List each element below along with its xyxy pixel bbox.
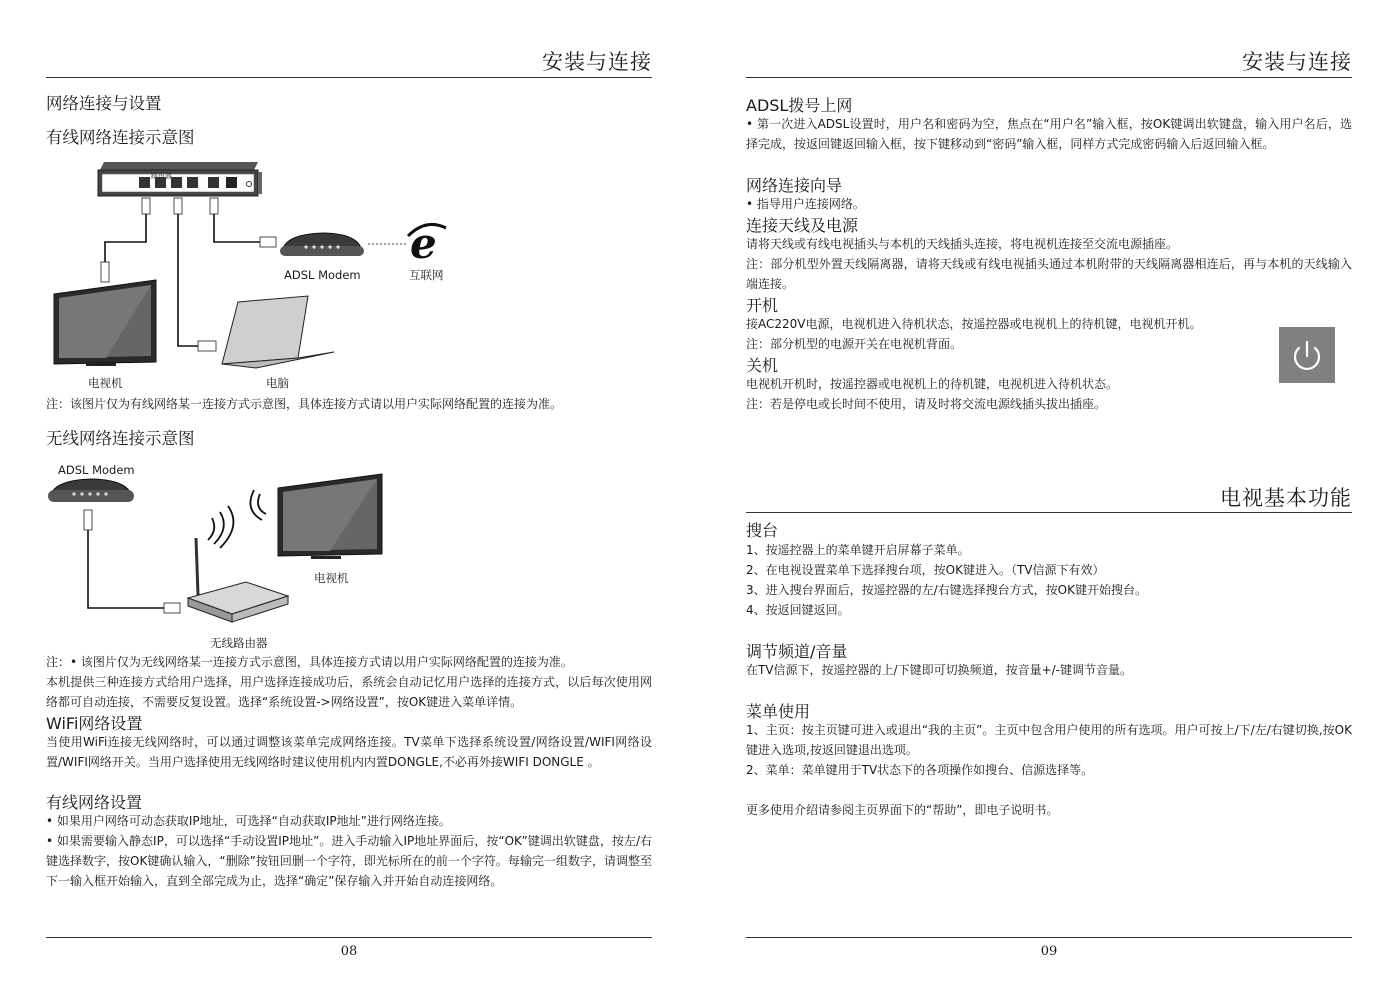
menu-item-1: 1、主页：按主页键可进入或退出“我的主页”。主页中包含用户使用的所有选项。用户可按上/下/左/右键切换,按OK键进入选项,按返回键退出选项。 (746, 723, 1352, 757)
tv-icon (278, 474, 382, 559)
connection-intro-text: 本机提供三种连接方式给用户选择，用户选择连接成功后，系统会自动记忆用户选择的连接方式，以后每次使用网络都可自动连接，不需要反复设置。选择“系统设置->网络设置”，按OK键进入菜单详情。 (46, 675, 652, 709)
channel-title: 调节频道/音量 (746, 642, 848, 661)
search-step-2: 2、在电视设置菜单下选择搜台项，按OK键进入。（TV信源下有效） (746, 563, 1105, 577)
right-header-title: 安装与连接 (1242, 50, 1352, 74)
menu-item-2: 2、菜单：菜单键用于TV状态下的各项操作如搜台、信源选择等。 (746, 763, 1094, 777)
more-info-text: 更多使用介绍请参阅主页界面下的“帮助”，即电子说明书。 (746, 803, 1059, 817)
power-on-note: 注：部分机型的电源开关在电视机背面。 (746, 337, 963, 351)
adsl-modem-icon (280, 233, 364, 256)
wifi-settings-text: 当使用WiFi连接无线网络时，可以通过调整该菜单完成网络连接。TV菜单下选择系统设置/网络设置/WIFI网络设置/WIFI网络开关。当用户选择使用无线网络时建议使用机内内置DONGLE,不必再外接WIFI DONGLE 。 (46, 735, 652, 769)
router-icon (98, 162, 262, 196)
laptop-icon (222, 296, 334, 368)
functions-header-title: 电视基本功能 (1220, 486, 1352, 510)
section-title-network: 网络连接与设置 (46, 94, 162, 113)
wired-settings-title: 有线网络设置 (46, 793, 143, 812)
functions-header-rule (746, 512, 1352, 513)
right-footer-rule (746, 937, 1352, 938)
wired-network-diagram (46, 158, 456, 388)
wireless-router-icon (188, 538, 288, 622)
svg-text:e: e (410, 219, 437, 268)
antenna-text: 请将天线或有线电视插头与本机的天线插头连接，将电视机连接至交流电源插座。 (746, 237, 1179, 251)
left-footer-rule (46, 937, 652, 938)
antenna-note: 注：部分机型外置天线隔离器，请将天线或有线电视插头通过本机附带的天线隔离器相连后，再与本机的天线输入端连接。 (746, 257, 1352, 291)
wireless-modem-label: ADSL Modem (58, 463, 135, 477)
wired-diagram-note: 注：该图片仅为有线网络某一连接方式示意图，具体连接方式请以用户实际网络配置的连接为准。 (46, 397, 563, 411)
wired-modem-label: ADSL Modem (284, 268, 361, 282)
wizard-title: 网络连接向导 (746, 176, 843, 195)
wireless-tv-label: 电视机 (314, 571, 349, 585)
search-step-4: 4、按返回键返回。 (746, 603, 850, 617)
power-off-text: 电视机开机时，按遥控器或电视机上的待机键，电视机进入待机状态。 (746, 377, 1119, 391)
power-off-note: 注：若是停电或长时间不使用，请及时将交流电源线插头拔出插座。 (746, 397, 1107, 411)
adsl-title: ADSL拨号上网 (746, 96, 853, 115)
antenna-title: 连接天线及电源 (746, 216, 859, 235)
adsl-modem-icon (48, 479, 134, 502)
wireless-router-label: 无线路由器 (210, 636, 268, 650)
pc-label: 电脑 (266, 376, 289, 390)
wireless-diagram-title: 无线网络连接示意图 (46, 429, 195, 448)
right-page (746, 0, 1352, 993)
right-page-number: 09 (1040, 944, 1058, 959)
wired-diagram-title: 有线网络连接示意图 (46, 128, 195, 147)
power-on-title: 开机 (746, 296, 779, 315)
wifi-settings-title: WiFi网络设置 (46, 714, 143, 733)
internet-label: 互联网 (409, 268, 444, 282)
adsl-text: • 第一次进入ADSL设置时，用户名和密码为空，焦点在“用户名”输入框，按OK键调出软键盘，输入用户名后，选择完成，按返回键返回输入框，按下键移动到“密码”输入框，同样方式完成密码输入后返回输入框。 (746, 117, 1352, 151)
tv-icon (54, 280, 156, 366)
internet-explorer-icon (408, 219, 446, 268)
search-step-3: 3、进入搜台界面后，按遥控器的左/右键选择搜台方式，按OK键开始搜台。 (746, 583, 1147, 597)
wifi-waves-icon (208, 490, 266, 548)
power-off-title: 关机 (746, 356, 779, 375)
wireless-network-diagram (46, 470, 406, 645)
wired-tv-label: 电视机 (88, 376, 123, 390)
menu-title: 菜单使用 (746, 702, 811, 721)
left-page-number: 08 (340, 944, 358, 959)
wizard-text: • 指导用户连接网络。 (746, 197, 865, 211)
search-title: 搜台 (746, 521, 779, 540)
router-label: 路由器 (151, 172, 172, 180)
left-page (46, 0, 652, 993)
right-header-rule (746, 77, 1352, 78)
power-on-text: 接AC220V电源，电视机进入待机状态，按遥控器或电视机上的待机键，电视机开机。 (746, 317, 1202, 331)
power-icon (1279, 327, 1335, 383)
wired-settings-bullet-1: • 如果用户网络可动态获取IP地址，可选择“自动获取IP地址”进行网络连接。 (46, 814, 451, 828)
wireless-diagram-note: 注：• 该图片仅为无线网络某一连接方式示意图，具体连接方式请以用户实际网络配置的连接为准。 (46, 655, 573, 669)
channel-text: 在TV信源下，按遥控器的上/下键即可切换频道，按音量+/-键调节音量。 (746, 663, 1133, 677)
left-header-title: 安装与连接 (542, 50, 652, 74)
left-header-rule (46, 77, 652, 78)
search-step-1: 1、按遥控器上的菜单键开启屏幕子菜单。 (746, 543, 970, 557)
wired-settings-bullet-2: • 如果需要输入静态IP，可以选择“手动设置IP地址”。进入手动输入IP地址界面后，按“OK”键调出软键盘，按左/右键选择数字，按OK键确认输入，“删除”按钮回删一个字符，即光标所在的前一个字符。每输完一组数字，请调整至下一输入框开始输入，直到全部完成为止，选择“确定”保存输入并开始自动连接网络。 (46, 834, 652, 888)
